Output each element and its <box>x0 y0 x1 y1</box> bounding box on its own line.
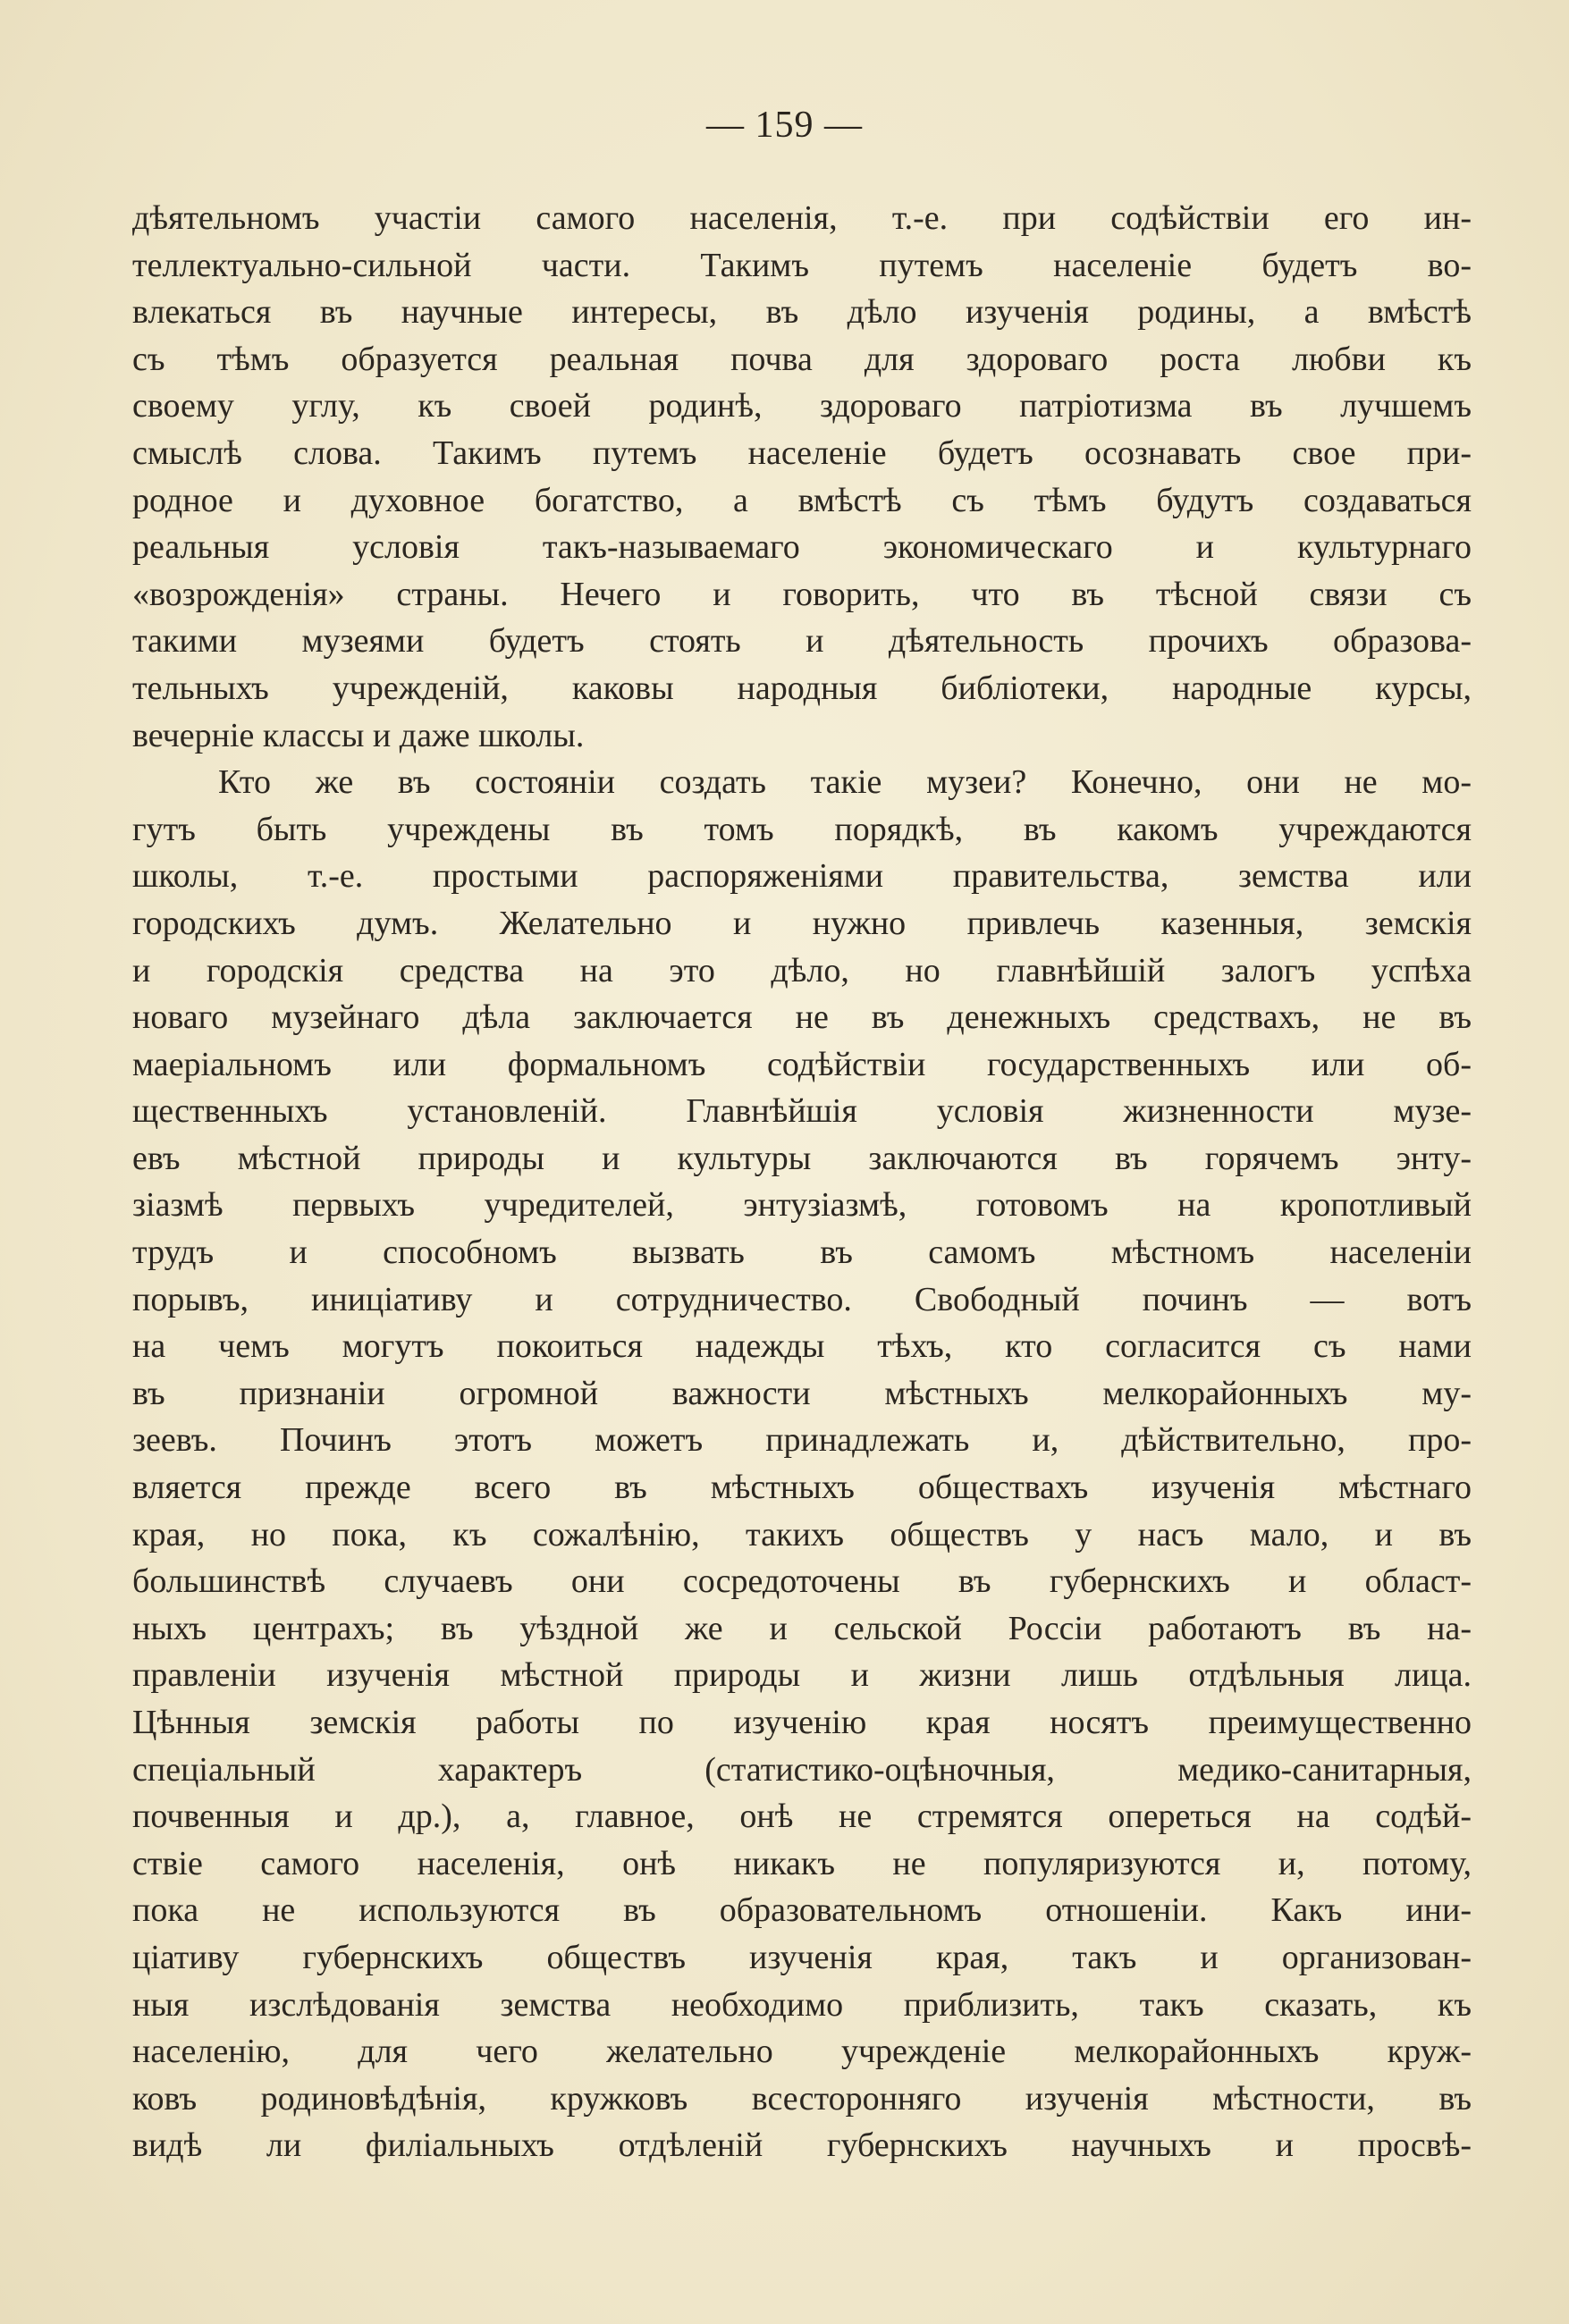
text-line: зіазмѣ первыхъ учредителей, энтузіазмѣ, готовомъ на кропотливый <box>132 1186 1472 1225</box>
text-line: почвенныя и др.), а, главное, онѣ не стремятся опереться на содѣй- <box>132 1798 1472 1836</box>
text-line: видѣ ли филіальныхъ отдѣленій губернскихъ научныхъ и просвѣ- <box>132 2126 1472 2165</box>
text-line: вляется прежде всего въ мѣстныхъ обществахъ изученія мѣстнаго <box>132 1469 1472 1507</box>
text-line: теллектуально-сильной части. Такимъ путемъ населеніе будетъ во- <box>132 246 1472 284</box>
text-line: правленіи изученія мѣстной природы и жизни лишь отдѣльныя лица. <box>132 1656 1472 1695</box>
text-line: ціативу губернскихъ обществъ изученія края, такъ и организован- <box>132 1938 1472 1976</box>
text-line: и городскія средства на это дѣло, но главнѣйшій залогъ успѣха <box>132 951 1472 989</box>
body-text <box>132 195 1472 2169</box>
text-line: зеевъ. Починъ этотъ можетъ принадлежать и, дѣйствительно, про- <box>132 1421 1472 1460</box>
text-line: края, но пока, къ сожалѣнію, такихъ обществъ у насъ мало, и въ <box>132 1515 1472 1554</box>
paragraph-start-line: Кто же въ состояніи создать такіе музеи? Конечно, они не мо- <box>218 763 1472 802</box>
text-line: трудъ и способномъ вызвать въ самомъ мѣстномъ населеніи <box>132 1234 1472 1272</box>
text-line: новаго музейнаго дѣла заключается не въ денежныхъ средствахъ, не въ <box>132 998 1472 1037</box>
text-line: «возрожденія» страны. Нечего и говорить, что въ тѣсной связи съ <box>132 575 1472 613</box>
page-number: — 159 — <box>706 105 863 146</box>
text-line: маеріальномъ или формальномъ содѣйствіи государственныхъ или об- <box>132 1045 1472 1083</box>
text-line: порывъ, иниціативу и сотрудничество. Свободный починъ — вотъ <box>132 1280 1472 1318</box>
text-line: населенію, для чего желательно учрежденіе мелкорайонныхъ круж- <box>132 2033 1472 2071</box>
text-line: въ признаніи огромной важности мѣстныхъ мелкорайонныхъ му- <box>132 1374 1472 1412</box>
text-line: реальныя условія такъ-называемаго экономическаго и культурнаго <box>132 528 1472 567</box>
text-line: такими музеями будетъ стоять и дѣятельность прочихъ образова- <box>132 622 1472 661</box>
paragraph-end-line: вечерніе классы и даже школы. <box>132 716 585 754</box>
text-line: ныхъ центрахъ; въ уѣздной же и сельской Россіи работаютъ въ на- <box>132 1609 1472 1647</box>
text-line: смыслѣ слова. Такимъ путемъ населеніе будетъ осознавать свое при- <box>132 434 1472 472</box>
text-line: гутъ быть учреждены въ томъ порядкѣ, въ какомъ учреждаются <box>132 810 1472 848</box>
text-line: тельныхъ учрежденій, каковы народныя библіотеки, народные курсы, <box>132 669 1472 707</box>
text-line: городскихъ думъ. Желательно и нужно привлечь казенныя, земскія <box>132 904 1472 942</box>
text-line: на чемъ могутъ покоиться надежды тѣхъ, кто согласится съ нами <box>132 1327 1472 1366</box>
text-line: влекаться въ научные интересы, въ дѣло изученія родины, а вмѣстѣ <box>132 293 1472 332</box>
text-line: спеціальный характеръ (статистико-оцѣночныя, медико-санитарныя, <box>132 1750 1472 1789</box>
text-line: пока не используются въ образовательномъ отношеніи. Какъ ини- <box>132 1891 1472 1930</box>
text-line: дѣятельномъ участіи самого населенія, т.-е. при содѣйствіи его ин- <box>132 199 1472 237</box>
text-line: большинствѣ случаевъ они сосредоточены въ губернскихъ и област- <box>132 1562 1472 1601</box>
text-line: ствіе самого населенія, онѣ никакъ не популяризуются и, потому, <box>132 1844 1472 1882</box>
text-line: ныя изслѣдованія земства необходимо приблизить, такъ сказать, къ <box>132 1985 1472 2024</box>
text-line: евъ мѣстной природы и культуры заключаются въ горячемъ энту- <box>132 1139 1472 1177</box>
text-line: ковъ родиновѣдѣнія, кружковъ всесторонняго изученія мѣстности, въ <box>132 2079 1472 2118</box>
text-line: родное и духовное богатство, а вмѣстѣ съ тѣмъ будутъ создаваться <box>132 481 1472 519</box>
text-line: Цѣнныя земскія работы по изученію края носятъ преимущественно <box>132 1704 1472 1741</box>
text-line: щественныхъ установленій. Главнѣйшія условія жизненности музе- <box>132 1092 1472 1131</box>
text-line: школы, т.-е. простыми распоряженіями правительства, земства или <box>132 857 1472 896</box>
text-line: своему углу, къ своей родинѣ, здороваго патріотизма въ лучшемъ <box>132 387 1472 425</box>
text-line: съ тѣмъ образуется реальная почва для здороваго роста любви къ <box>132 340 1472 378</box>
